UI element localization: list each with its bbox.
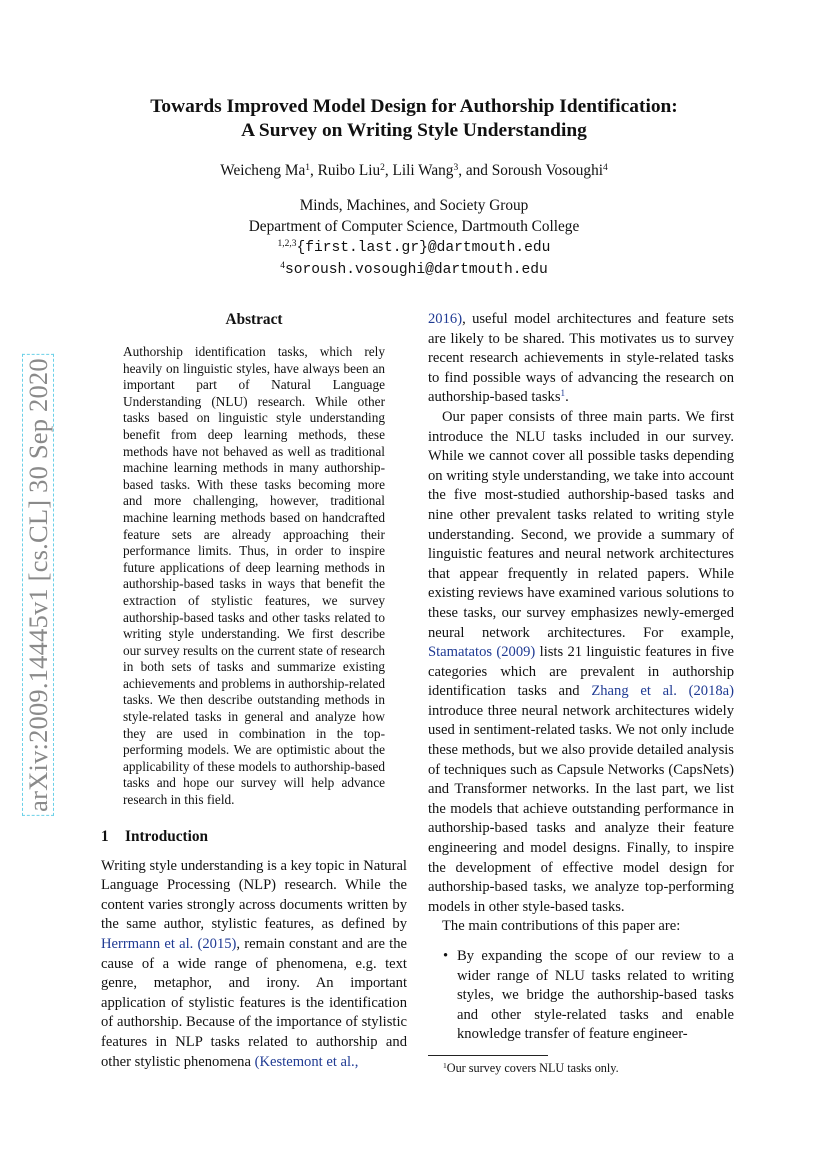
paragraph-text: introduce three neural network architectures widely used in sentiment-related tasks. We not only include these methods, but we also provide detailed analysis of techniques such as Capsule Networks (CapsNets) and Transformer networks. In the last part, we list the models that achieve outstanding performance in authorship-based tasks and analyze their feature engineering and model designs. Finally, to inspire the development of effective model design for authorship-based tasks, we analyze top-performing models in other style-based tasks. xyxy=(428,702,734,915)
intro-paragraph-1 xyxy=(101,857,407,1073)
intro-paragraph-2 xyxy=(428,408,734,917)
author-separator: , xyxy=(310,162,318,179)
email-line-1 xyxy=(100,237,728,259)
author-mark: 2 xyxy=(380,162,385,173)
author-separator: , xyxy=(384,162,393,179)
paragraph-text: lists 21 linguistic features in five categories which are prevalent in authorship identification tasks and xyxy=(428,644,734,700)
author-mark: 4 xyxy=(602,162,608,173)
intro-paragraph-3: The main contributions of this paper are: xyxy=(442,918,681,935)
author-separator: , and xyxy=(458,162,492,179)
affiliation-group: Minds, Machines, and Society Group xyxy=(299,197,529,214)
author-name: Ruibo Liu xyxy=(317,162,381,179)
affiliation-department: Department of Computer Science, Dartmouth College xyxy=(248,217,580,235)
list-item-text: By expanding the scope of our review to a wider range of NLU tasks related to writing styles, we bridge the authorship-based tasks and other style-related tasks and enable knowledge transfer of feature engineer- xyxy=(457,948,734,1043)
author-name: Soroush Vosoughi xyxy=(491,162,603,179)
abstract-text: Authorship identification tasks, which rely heavily on linguistic styles, have always been an important part of Natural Language Understanding (NLU) research. While other tasks based on linguistic style understanding benefit from deep learning methods, these methods have not behaved as well as traditional machine learning methods in many authorship-based tasks. With these tasks becoming more and more challenging, however, traditional machine learning methods based on handcrafted feature sets are already approaching their performance limits. Thus, in order to inspire future applications of deep learning methods in authorship-based tasks in ways that benefit the extraction of stylistic features, we survey authorship-based tasks and other tasks related to writing style understanding. We first describe our survey results on the current state of research in both sets of tasks and summarize existing achievements and problems in authorship-related tasks. We then describe outstanding methods in style-related tasks in general and analyze how they are used in combination in the top-performing models. We are optimistic about the applicability of these models to authorship-based tasks and hope our survey will help advance research in this field. xyxy=(123,344,385,808)
abstract-heading: Abstract xyxy=(225,311,283,328)
section-title: Introduction xyxy=(125,827,209,845)
section-heading xyxy=(101,827,407,847)
paragraph-text: , remain constant and are the cause of a wide range of phenomena, e.g. text genre, metaphor, and irony. An important application of stylistic features is the identification of authorship. Because of the importance of stylistic features in NLP tasks related to authorship and other stylistic phenomena xyxy=(101,936,407,1070)
citation-link[interactable]: Zhang et al. (2018a) xyxy=(591,683,734,700)
section-number: 1 xyxy=(101,827,109,845)
citation-link[interactable]: (Kestemont et al., xyxy=(254,1053,359,1070)
title-line-1: Towards Improved Model Design for Authorship Identification: xyxy=(150,96,678,117)
list-item xyxy=(428,947,734,1045)
email-line-2 xyxy=(100,259,728,281)
author-list xyxy=(100,160,728,182)
citation-link[interactable]: Herrmann et al. (2015) xyxy=(101,936,237,952)
intro-paragraph-1-continued xyxy=(428,310,734,408)
author-mark: 3 xyxy=(453,162,459,173)
footnote-divider xyxy=(428,1055,548,1056)
paper-title xyxy=(100,95,728,143)
email-mark: 4 xyxy=(280,260,285,271)
author-name: Lili Wang xyxy=(392,162,454,179)
footnote-mark[interactable]: 1 xyxy=(560,388,566,399)
right-column xyxy=(428,310,734,1076)
arxiv-identifier[interactable]: arXiv:2009.14445v1 [cs.CL] 30 Sep 2020 xyxy=(22,354,54,816)
author-name: Weicheng Ma xyxy=(220,162,306,179)
title-line-2: A Survey on Writing Style Understanding xyxy=(241,120,587,141)
paragraph-text: Our paper consists of three main parts. We first introduce the NLU tasks included in our survey. While we cannot cover all possible tasks depending on writing style understanding, we take into account the five most-studied authorship-based tasks and nine other prevalent tasks related to writing style understanding. Second, we provide a summary of linguistic features and neural network architectures that appear frequently in related papers. While existing reviews have examined various solutions to these tasks, our survey emphasizes newly-emerged neural network architectures. For example, xyxy=(428,408,734,641)
email-mark: 1,2,3 xyxy=(277,238,297,249)
bullet-icon: • xyxy=(443,948,449,964)
paragraph-text: . xyxy=(565,389,569,406)
paragraph-text: , useful model architectures and feature sets are likely to be shared. This motivates us to survey recent research achievements in style-related tasks to find possible ways of advancing the research on authorship-based tasks xyxy=(428,311,734,406)
author-mark: 1 xyxy=(305,162,310,173)
affiliation-block xyxy=(100,196,728,280)
footnote-text: Our survey covers NLU tasks only. xyxy=(446,1060,619,1075)
footnote-mark: 1 xyxy=(443,1060,447,1070)
contribution-list xyxy=(428,947,734,1045)
left-column xyxy=(101,310,407,1072)
citation-link[interactable]: 2016) xyxy=(428,311,463,327)
email-address[interactable]: soroush.vosoughi@dartmouth.edu xyxy=(285,261,548,278)
paragraph-text: Writing style understanding is a key topic in Natural Language Processing (NLP) research. While the content varies strongly across documents written by the same author, stylistic features, as defined by xyxy=(101,857,407,933)
email-address[interactable]: {first.last.gr}@dartmouth.edu xyxy=(296,240,551,256)
citation-link[interactable]: Stamatatos (2009) xyxy=(428,644,536,661)
footnote xyxy=(443,1061,734,1076)
